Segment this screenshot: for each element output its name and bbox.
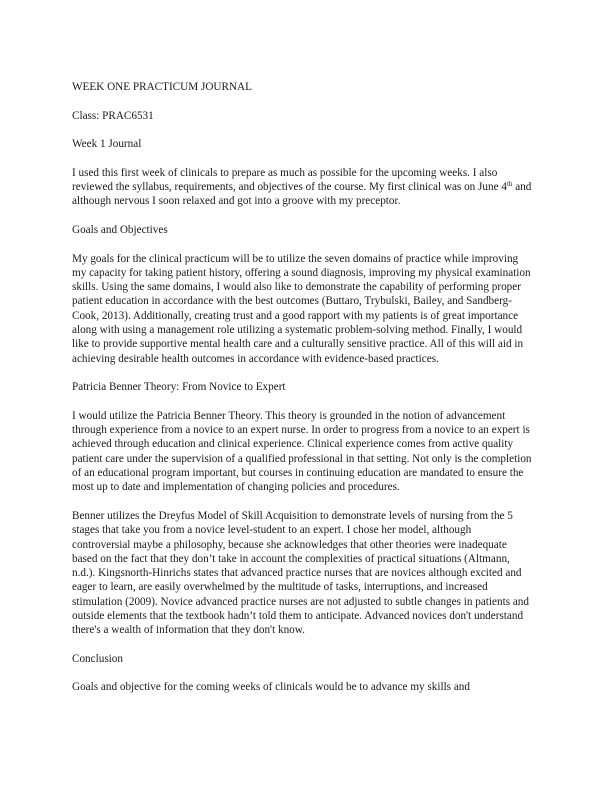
theory-paragraph-1: I would utilize the Patricia Benner Theory. This theory is grounded in the notion of advancement through experience from a novice to an expert nurse. In order to progress from a novice to an expert is achieved through education and clinical experience. Clinical experience comes from active quality patient care under the supervision of a qualified professional in that setting. Not only is the completion of an educational program important, but courses in continuing education are mandated to ensure the most up to date and implementation of changing policies and procedures. [72, 409, 532, 494]
intro-paragraph [72, 166, 532, 209]
theory-paragraph-2: Benner utilizes the Dreyfus Model of Skill Acquisition to demonstrate levels of nursing from the 5 stages that take you from a novice level-student to an expert. I chose her model, although controversial maybe a philosophy, because she acknowledges that other theories were inadequate based on the fact that they don’t take in account the complexities of practical situations (Altmann, n.d.). Kingsnorth-Hinrichs states that advanced practice nurses that are novices although excited and eager to learn, are easily overwhelmed by the multitude of tasks, interruptions, and increased stimulation (2009). Novice advanced practice nurses are not adjusted to subtle changes in patients and outside elements that the textbook hadn’t told them to anticipate. Advanced novices don't understand there's a wealth of information that they don't know. [72, 509, 529, 637]
conclusion-heading: Conclusion [72, 652, 123, 665]
intro-text-start: I used this first week of clinicals to prepare as much as possible for the upcoming weeks. I also reviewed the syllabus, requirements, and objectives of the course. My first clinical was on June 4 [72, 166, 507, 194]
goals-heading: Goals and Objectives [72, 223, 168, 236]
intro-superscript: th [506, 180, 513, 189]
goals-paragraph: My goals for the clinical practicum will be to utilize the seven domains of practice while improving my capacity for taking patient history, offering a sound diagnosis, improving my physical examination skills. Using the same domains, I would also like to demonstrate the capability of performing proper patient education in accordance with the best outcomes (Buttaro, Trybulski, Bailey, and Sandberg-Cook, 2013). Additionally, creating trust and a good rapport with my patients is of great importance along with using a management role utilizing a systematic problem-solving method. Finally, I would like to provide supportive mental health care and a culturally sensitive practice. All of this will aid in achieving desirable health outcomes in accordance with evidence-based practices. [72, 252, 531, 365]
document-title: WEEK ONE PRACTICUM JOURNAL [72, 81, 252, 93]
class-line: Class: PRAC6531 [72, 109, 154, 122]
conclusion-paragraph: Goals and objective for the coming weeks of clinicals would be to advance my skills and [72, 681, 470, 694]
intro-text-end: and although nervous I soon relaxed and got into a groove with my preceptor. [72, 181, 532, 208]
theory-heading: Patricia Benner Theory: From Novice to Expert [72, 381, 286, 394]
week-heading: Week 1 Journal [72, 138, 142, 151]
document-page [72, 80, 532, 709]
